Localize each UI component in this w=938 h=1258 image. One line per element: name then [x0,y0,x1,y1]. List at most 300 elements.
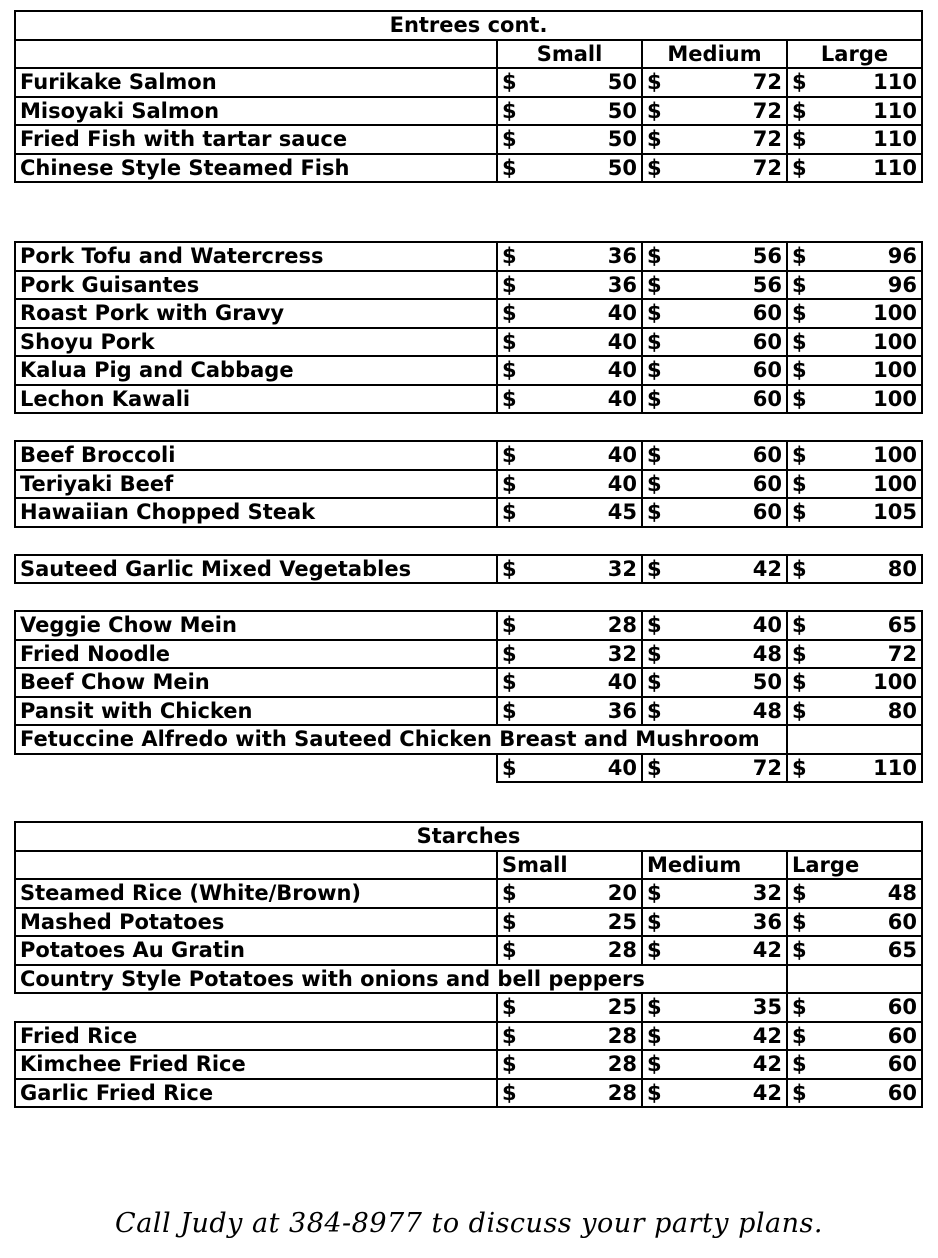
price-medium [642,271,787,300]
currency-symbol: $ [502,1023,517,1048]
price-medium-value: 60 [752,386,782,411]
price-large [787,1022,922,1051]
currency-symbol: $ [792,670,807,695]
currency-symbol: $ [647,556,662,581]
price-medium [642,242,787,271]
price-small [497,385,642,414]
price-small [497,68,642,97]
currency-symbol: $ [792,244,807,269]
currency-symbol: $ [502,98,517,123]
price-medium [642,470,787,499]
price-small-value: 40 [607,471,637,496]
currency-symbol: $ [502,1052,517,1077]
price-large-value: 72 [887,641,917,666]
menu-row [15,668,922,697]
item-name: Beef Broccoli [15,441,497,470]
item-name: Potatoes Au Gratin [15,936,497,965]
price-medium [642,125,787,154]
price-large [787,668,922,697]
price-medium [642,754,787,783]
currency-symbol: $ [502,471,517,496]
menu-row [15,441,922,470]
price-small-value: 36 [607,272,637,297]
currency-symbol: $ [792,358,807,383]
empty-cell [787,965,922,994]
currency-symbol: $ [647,613,662,638]
currency-symbol: $ [502,556,517,581]
currency-symbol: $ [792,556,807,581]
currency-symbol: $ [502,698,517,723]
price-small-value: 25 [607,995,637,1020]
price-small [497,555,642,584]
price-medium [642,356,787,385]
price-small-value: 36 [607,698,637,723]
currency-symbol: $ [792,301,807,326]
menu-row [15,1079,922,1108]
currency-symbol: $ [647,881,662,906]
currency-symbol: $ [792,155,807,180]
spacer [14,783,921,821]
currency-symbol: $ [502,386,517,411]
price-large-value: 110 [873,755,917,780]
price-large-value: 80 [887,556,917,581]
size-header-row [15,40,922,69]
price-large [787,154,922,183]
price-large-value: 110 [873,127,918,152]
currency-symbol: $ [792,98,807,123]
menu-row [15,271,922,300]
item-name: Kimchee Fried Rice [15,1050,497,1079]
price-large [787,498,922,527]
currency-symbol: $ [792,938,807,963]
item-name: Fried Noodle [15,640,497,669]
price-large-value: 100 [873,358,917,383]
price-large [787,356,922,385]
currency-symbol: $ [502,909,517,934]
size-header-medium: Medium [642,851,787,880]
price-medium [642,299,787,328]
currency-symbol: $ [502,301,517,326]
menu-row [15,1022,922,1051]
item-name: Fetuccine Alfredo with Sauteed Chicken Breast and Mushroom [15,725,787,754]
currency-symbol: $ [502,443,517,468]
price-medium [642,908,787,937]
price-large-value: 100 [873,471,917,496]
price-small [497,271,642,300]
price-small [497,754,642,783]
size-header-medium: Medium [642,40,787,69]
price-medium-value: 72 [752,98,782,123]
price-large-value: 105 [873,500,917,525]
price-large-value: 100 [873,301,917,326]
price-large [787,68,922,97]
currency-symbol: $ [647,1023,662,1048]
menu-page [14,10,921,1108]
price-small-value: 20 [607,881,637,906]
spacer [14,183,921,241]
item-name: Fried Rice [15,1022,497,1051]
item-name: Beef Chow Mein [15,668,497,697]
menu-row [15,328,922,357]
currency-symbol: $ [502,881,517,906]
spacer [14,584,921,610]
size-header-large: Large [787,40,922,69]
price-small-value: 45 [607,500,637,525]
menu-row [15,725,922,754]
price-large-value: 100 [873,386,917,411]
item-name: Veggie Chow Mein [15,611,497,640]
item-name: Misoyaki Salmon [15,97,497,126]
price-medium-value: 32 [752,881,782,906]
currency-symbol: $ [647,698,662,723]
starches-table [14,821,923,1108]
price-small-value: 50 [607,98,637,123]
item-name: Steamed Rice (White/Brown) [15,879,497,908]
size-header-large: Large [787,851,922,880]
price-small-value: 40 [607,386,637,411]
price-large-value: 100 [873,329,917,354]
price-small [497,97,642,126]
price-medium [642,640,787,669]
currency-symbol: $ [792,995,807,1020]
price-medium-value: 72 [752,155,782,180]
price-large [787,640,922,669]
price-medium [642,611,787,640]
menu-row [15,640,922,669]
price-large [787,555,922,584]
price-small [497,299,642,328]
price-small-value: 28 [607,613,637,638]
price-medium [642,154,787,183]
currency-symbol: $ [792,386,807,411]
item-name: Pansit with Chicken [15,697,497,726]
price-large-value: 65 [887,938,918,963]
price-small [497,242,642,271]
item-name: Sauteed Garlic Mixed Vegetables [15,555,497,584]
price-small-value: 32 [607,556,637,581]
section-title-row [15,822,922,851]
currency-symbol: $ [502,670,517,695]
currency-symbol: $ [792,272,807,297]
price-medium [642,328,787,357]
currency-symbol: $ [792,1080,807,1105]
price-medium-value: 60 [752,358,782,383]
currency-symbol: $ [792,70,807,95]
price-large [787,754,922,783]
empty-cell [15,993,497,1022]
price-small-value: 32 [607,641,637,666]
item-name: Roast Pork with Gravy [15,299,497,328]
menu-row [15,68,922,97]
currency-symbol: $ [792,613,807,638]
currency-symbol: $ [792,909,807,934]
currency-symbol: $ [502,329,517,354]
menu-row [15,470,922,499]
price-large-value: 110 [873,98,918,123]
currency-symbol: $ [502,272,517,297]
item-name: Pork Tofu and Watercress [15,242,497,271]
entrees-group-table [14,610,923,783]
item-name: Pork Guisantes [15,271,497,300]
currency-symbol: $ [502,1080,517,1105]
item-name: Kalua Pig and Cabbage [15,356,497,385]
price-medium [642,555,787,584]
size-header-row [15,851,922,880]
price-medium-value: 50 [752,670,782,695]
price-large-value: 96 [887,272,917,297]
price-medium-value: 42 [752,1023,782,1048]
empty-cell [15,754,497,783]
price-small [497,908,642,937]
menu-row [15,1050,922,1079]
currency-symbol: $ [647,500,662,525]
price-small [497,993,642,1022]
price-medium-value: 48 [752,698,782,723]
item-name: Shoyu Pork [15,328,497,357]
price-large-value: 110 [873,70,918,95]
currency-symbol: $ [647,670,662,695]
section-title: Entrees cont. [15,11,922,40]
price-medium [642,1050,787,1079]
price-small [497,697,642,726]
price-large [787,611,922,640]
entrees-group-table [14,10,923,183]
currency-symbol: $ [792,698,807,723]
size-header-small: Small [497,851,642,880]
price-small [497,125,642,154]
price-small-value: 40 [607,755,637,780]
price-large [787,97,922,126]
price-large [787,328,922,357]
price-medium-value: 56 [752,272,782,297]
currency-symbol: $ [647,1052,662,1077]
currency-symbol: $ [647,386,662,411]
currency-symbol: $ [792,881,807,906]
price-large [787,470,922,499]
price-large-value: 80 [887,698,917,723]
price-medium-value: 42 [752,1052,782,1077]
price-large [787,299,922,328]
price-medium-value: 48 [752,641,782,666]
currency-symbol: $ [502,613,517,638]
price-small-value: 50 [607,70,637,95]
spacer [14,414,921,440]
entrees-group-table [14,241,923,414]
price-medium-value: 56 [752,244,782,269]
item-name: Garlic Fried Rice [15,1079,497,1108]
currency-symbol: $ [502,755,517,780]
currency-symbol: $ [647,938,662,963]
menu-row [15,697,922,726]
price-small-value: 28 [607,1052,637,1077]
price-large-value: 110 [873,155,918,180]
menu-row [15,879,922,908]
currency-symbol: $ [792,1023,807,1048]
price-large [787,125,922,154]
price-small [497,936,642,965]
price-small [497,640,642,669]
price-large-value: 60 [887,1080,918,1105]
menu-row [15,965,922,994]
price-large [787,385,922,414]
price-large [787,908,922,937]
item-name: Furikake Salmon [15,68,497,97]
empty-cell [15,40,497,69]
price-small [497,154,642,183]
item-name: Chinese Style Steamed Fish [15,154,497,183]
price-small [497,879,642,908]
currency-symbol: $ [792,329,807,354]
price-small-value: 40 [607,670,637,695]
price-medium-value: 72 [752,70,782,95]
price-small [497,668,642,697]
menu-row [15,385,922,414]
price-small-value: 50 [607,155,637,180]
currency-symbol: $ [647,641,662,666]
currency-symbol: $ [792,443,807,468]
price-medium [642,441,787,470]
currency-symbol: $ [502,127,517,152]
item-name: Lechon Kawali [15,385,497,414]
currency-symbol: $ [502,641,517,666]
menu-row [15,299,922,328]
currency-symbol: $ [792,1052,807,1077]
price-medium [642,385,787,414]
currency-symbol: $ [502,995,517,1020]
menu-row [15,97,922,126]
price-large [787,242,922,271]
menu-row [15,908,922,937]
price-medium [642,97,787,126]
currency-symbol: $ [792,127,807,152]
currency-symbol: $ [647,98,662,123]
entrees-group-table [14,554,923,585]
price-medium-value: 72 [752,755,782,780]
empty-cell [15,851,497,880]
currency-symbol: $ [647,301,662,326]
price-medium [642,936,787,965]
price-medium-value: 60 [752,500,782,525]
price-medium-value: 35 [752,995,782,1020]
price-medium [642,1022,787,1051]
price-medium-value: 42 [752,938,782,963]
currency-symbol: $ [502,938,517,963]
price-large-value: 100 [873,670,917,695]
price-medium-value: 60 [752,329,782,354]
menu-row-prices [15,993,922,1022]
price-medium [642,993,787,1022]
price-small-value: 28 [607,938,637,963]
price-medium-value: 42 [752,1080,782,1105]
price-small-value: 28 [607,1080,637,1105]
price-small-value: 40 [607,301,637,326]
price-large [787,1079,922,1108]
menu-row [15,356,922,385]
currency-symbol: $ [647,471,662,496]
price-small-value: 28 [607,1023,637,1048]
currency-symbol: $ [502,244,517,269]
currency-symbol: $ [647,755,662,780]
section-title-row [15,11,922,40]
currency-symbol: $ [502,155,517,180]
price-large [787,271,922,300]
menu-row [15,498,922,527]
item-name: Hawaiian Chopped Steak [15,498,497,527]
price-large-value: 60 [887,909,918,934]
currency-symbol: $ [792,755,807,780]
price-large [787,936,922,965]
price-large-value: 100 [873,443,917,468]
price-large-value: 60 [887,1052,918,1077]
price-large [787,441,922,470]
price-small [497,1079,642,1108]
price-small [497,1050,642,1079]
size-header-small: Small [497,40,642,69]
item-name: Country Style Potatoes with onions and bell peppers [15,965,787,994]
price-medium-value: 42 [752,556,782,581]
price-small-value: 40 [607,443,637,468]
price-small-value: 40 [607,329,637,354]
price-large-value: 60 [887,995,918,1020]
price-small [497,1022,642,1051]
price-medium [642,668,787,697]
currency-symbol: $ [502,70,517,95]
menu-row [15,154,922,183]
currency-symbol: $ [792,471,807,496]
empty-cell [787,725,922,754]
price-small-value: 40 [607,358,637,383]
menu-row [15,242,922,271]
price-large-value: 96 [887,244,917,269]
currency-symbol: $ [647,272,662,297]
currency-symbol: $ [647,443,662,468]
currency-symbol: $ [647,329,662,354]
price-small [497,356,642,385]
currency-symbol: $ [647,1080,662,1105]
currency-symbol: $ [502,358,517,383]
price-small-value: 50 [607,127,637,152]
price-small [497,470,642,499]
currency-symbol: $ [647,155,662,180]
price-medium-value: 60 [752,443,782,468]
price-medium [642,697,787,726]
menu-row [15,936,922,965]
price-small [497,498,642,527]
price-medium [642,498,787,527]
price-small [497,441,642,470]
price-medium [642,879,787,908]
price-large [787,993,922,1022]
price-small-value: 36 [607,244,637,269]
price-large [787,697,922,726]
footer-note: Call Judy at 384-8977 to discuss your party plans. [115,1208,823,1239]
item-name: Mashed Potatoes [15,908,497,937]
price-medium-value: 60 [752,471,782,496]
price-small [497,611,642,640]
menu-row [15,555,922,584]
price-medium-value: 72 [752,127,782,152]
price-medium-value: 60 [752,301,782,326]
price-small-value: 25 [607,909,637,934]
entrees-group-table [14,440,923,528]
spacer [14,528,921,554]
item-name: Fried Fish with tartar sauce [15,125,497,154]
item-name: Teriyaki Beef [15,470,497,499]
currency-symbol: $ [647,995,662,1020]
currency-symbol: $ [647,358,662,383]
menu-row [15,125,922,154]
price-large [787,879,922,908]
